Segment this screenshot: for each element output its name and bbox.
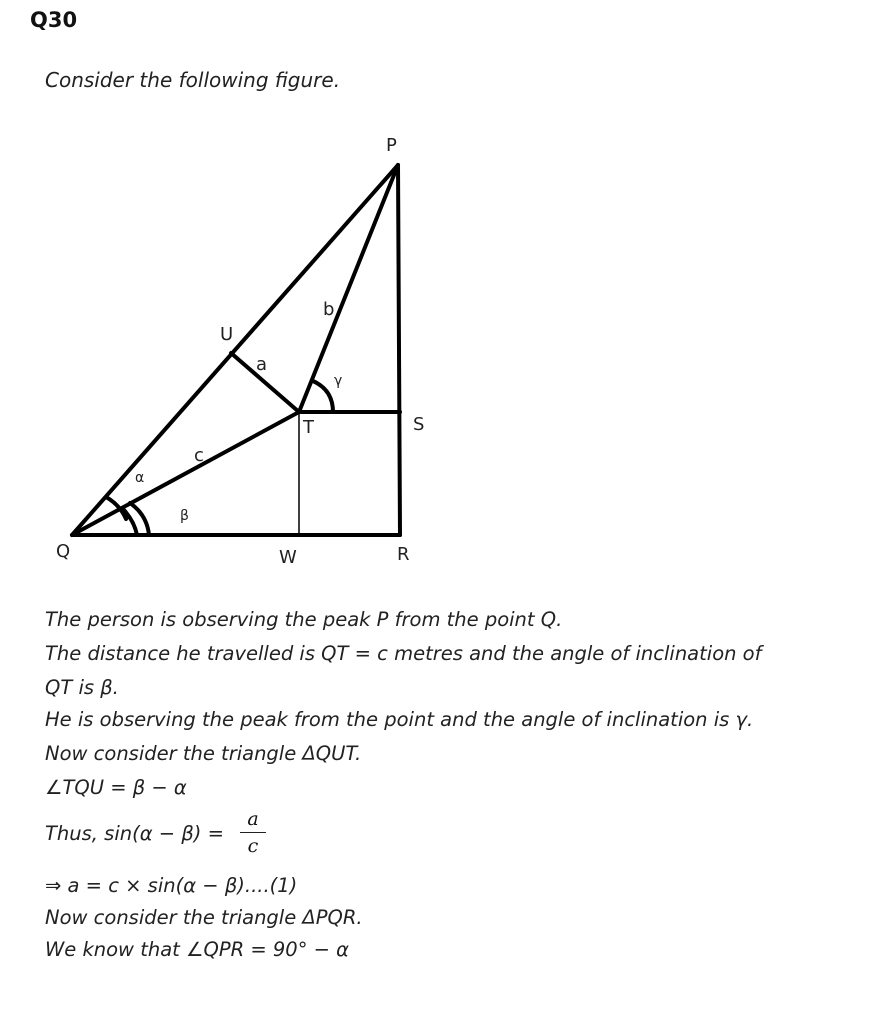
label-gamma: γ [334,373,343,389]
label-a: a [256,354,268,375]
fraction-bar [240,832,266,833]
geometry-figure [0,120,870,580]
label-beta: β [180,508,189,524]
solution-line-2: The distance he travelled is QT = c metres and the angle of inclination of [45,642,762,665]
label-c: c [194,445,204,466]
solution-line-3: QT is β. [45,676,119,699]
fraction-numerator: a [247,808,259,830]
label-S: S [413,414,425,435]
arc-beta-inner [122,508,137,535]
solution-line-6: ∠TQU = β − α [45,776,187,799]
label-alpha: α [135,470,145,486]
label-P: P [386,135,397,156]
question-number: Q30 [30,8,78,32]
solution-line-5: Now consider the triangle ΔQUT. [45,742,362,765]
intro-text: Consider the following figure. [45,68,341,92]
arc-gamma [313,381,333,412]
solution-line-4: He is observing the peak from the point and the angle of inclination is γ. [45,708,754,731]
label-Q: Q [56,541,71,562]
solution-line-9: Now consider the triangle ΔPQR. [45,906,363,929]
label-R: R [397,544,410,565]
line-PR [398,165,400,535]
label-W: W [279,547,297,568]
solution-line-7: Thus, sin(α − β) = [45,822,224,845]
solution-line-10: We know that ∠QPR = 90° − α [45,938,350,961]
fraction-a-over-c [240,808,266,857]
label-b: b [323,299,335,320]
line-QP [72,165,398,535]
label-U: U [220,324,234,345]
fraction-denominator: c [247,835,259,857]
solution-line-1: The person is observing the peak P from the point Q. [45,608,563,631]
label-T: T [303,417,314,438]
line-TP [299,165,398,412]
solution-line-8: ⇒ a = c × sin(α − β)....(1) [45,874,298,897]
